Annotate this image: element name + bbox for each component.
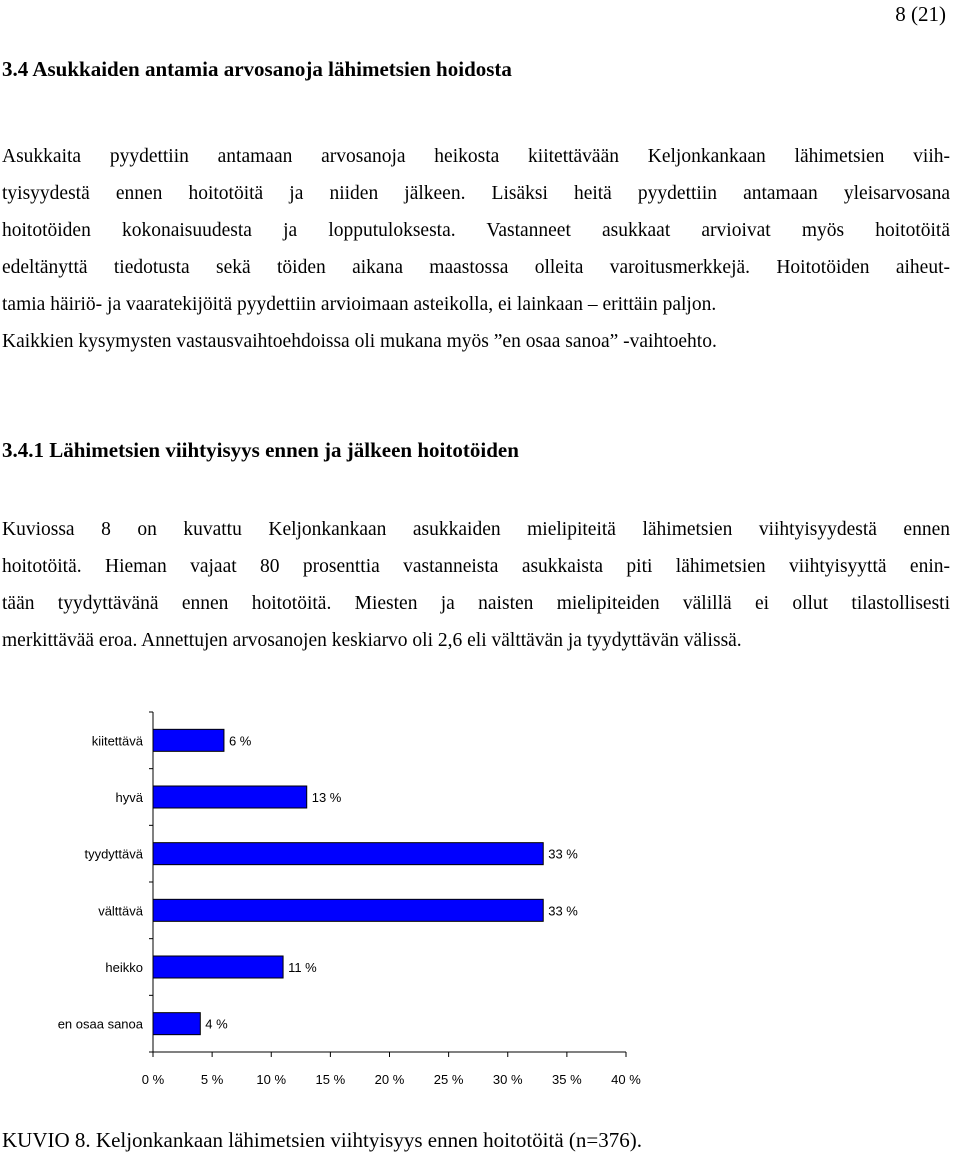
category-label: kiitettävä xyxy=(91,733,143,749)
data-label: 6 % xyxy=(228,733,252,749)
data-label: 33 % xyxy=(548,903,578,919)
category-label: hyvä xyxy=(115,790,143,805)
x-tick-label: 15 % xyxy=(315,1072,346,1087)
x-tick-label: 30 % xyxy=(492,1072,523,1087)
data-label: 4 % xyxy=(205,1016,228,1032)
category-label: heikko xyxy=(105,960,143,975)
x-tick-label: 25 % xyxy=(433,1072,464,1087)
category-label: en osaa sanoa xyxy=(57,1016,143,1032)
paragraph-line: tyisyydestä ennen hoitotöitä ja niiden jälkeen. Lisäksi heitä pyydettiin antamaan yleisarvosana xyxy=(2,183,950,204)
section-title: 3.4 Asukkaiden antamia arvosanoja lähimetsien hoidosta xyxy=(2,57,512,81)
paragraph-line: tään tyydyttävänä ennen hoitotöitä. Miesten ja naisten mielipiteiden välillä ei ollut tilastollisesti xyxy=(2,593,950,614)
page-number: 8 (21) xyxy=(895,2,946,26)
bar xyxy=(153,786,307,808)
paragraph-line: merkittävää eroa. Annettujen arvosanojen keskiarvo oli 2,6 eli välttävän ja tyydyttävän välissä. xyxy=(2,630,742,651)
bar-chart xyxy=(0,700,960,1100)
data-label: 13 % xyxy=(311,790,342,805)
category-label: välttävä xyxy=(98,903,143,919)
data-label: 33 % xyxy=(548,846,578,862)
paragraph-line: Asukkaita pyydettiin antamaan arvosanoja heikosta kiitettävään Keljonkankaan lähimetsien viih- xyxy=(2,146,950,167)
category-label: tyydyttävä xyxy=(84,846,143,862)
paragraph-line: hoitotöiden kokonaisuudesta ja lopputuloksesta. Vastanneet asukkaat arvioivat myös hoitotöitä xyxy=(2,220,950,241)
paragraph-line: Kuviossa 8 on kuvattu Keljonkankaan asukkaiden mielipiteitä lähimetsien viihtyisyydestä ennen xyxy=(2,519,950,540)
figure-caption: KUVIO 8. Keljonkankaan lähimetsien viihtyisyys ennen hoitotöitä (n=376). xyxy=(2,1128,642,1152)
paragraph-line: hoitotöitä. Hieman vajaat 80 prosenttia vastanneista asukkaista piti lähimetsien viihtyisyyttä enin- xyxy=(2,556,950,577)
bar xyxy=(153,843,543,865)
x-tick-label: 40 % xyxy=(611,1072,641,1087)
paragraph-line: Kaikkien kysymysten vastausvaihtoehdoissa oli mukana myös ”en osaa sanoa” -vaihtoehto. xyxy=(2,331,717,352)
intro-paragraph xyxy=(2,138,950,360)
x-tick-label: 0 % xyxy=(141,1072,165,1087)
bar xyxy=(153,729,224,751)
bar xyxy=(153,956,283,978)
x-tick-label: 5 % xyxy=(200,1072,224,1087)
bar xyxy=(153,899,543,921)
subsection-title: 3.4.1 Lähimetsien viihtyisyys ennen ja jälkeen hoitotöiden xyxy=(2,438,519,462)
bar xyxy=(153,1013,200,1035)
data-label: 11 % xyxy=(288,960,317,975)
chart-intro-paragraph xyxy=(2,511,950,659)
x-tick-label: 20 % xyxy=(374,1072,405,1087)
paragraph-line: tamia häiriö- ja vaaratekijöitä pyydettiin arvioimaan asteikolla, ei lainkaan – erittäin paljon. xyxy=(2,294,717,315)
paragraph-line: edeltänyttä tiedotusta sekä töiden aikana maastossa olleita varoitusmerkkejä. Hoitotöiden aiheut- xyxy=(2,257,950,278)
x-tick-label: 35 % xyxy=(552,1072,582,1087)
x-tick-label: 10 % xyxy=(256,1072,287,1087)
